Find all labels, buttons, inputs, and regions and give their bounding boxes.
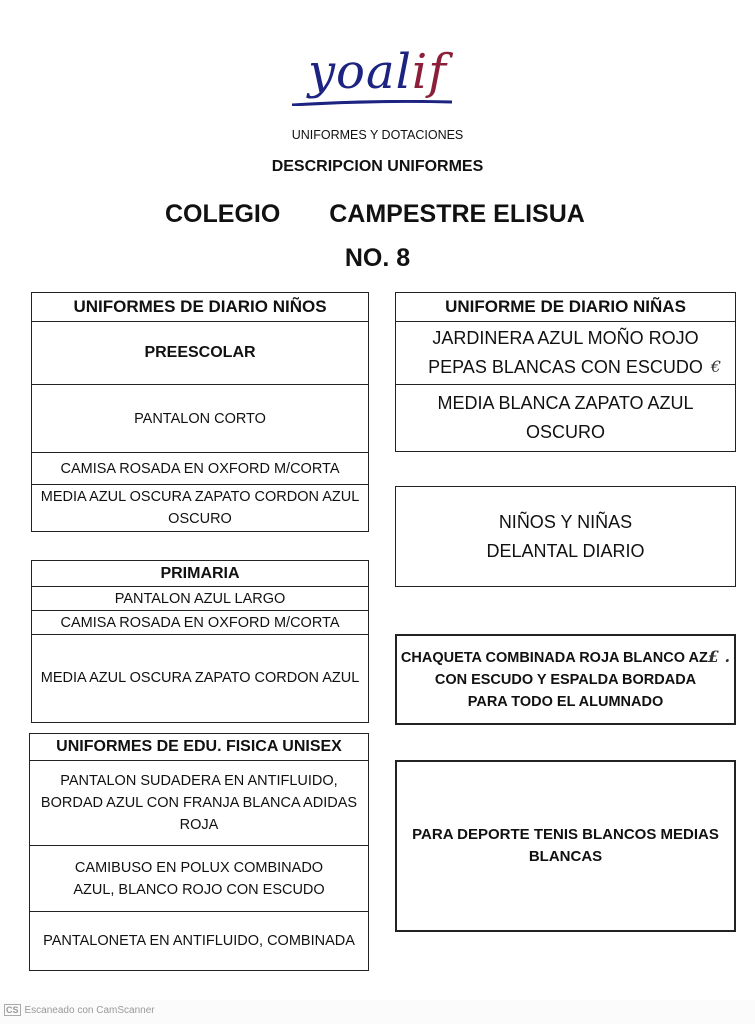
brand-logo bbox=[0, 44, 755, 100]
chaqueta-line-2: CON ESCUDO Y ESPALDA BORDADA PARA TODO EL ALUMNADO bbox=[434, 672, 697, 710]
document-heading: DESCRIPCION UNIFORMES bbox=[271, 158, 484, 175]
ninas-uniform-table bbox=[395, 292, 736, 452]
table-row: MEDIA AZUL OSCURA ZAPATO CORDON AZUL OSCURO bbox=[40, 488, 360, 527]
table-row: CAMISA ROSADA EN OXFORD M/CORTA bbox=[32, 611, 368, 635]
school-word-2: CAMPESTRE ELISUA bbox=[329, 200, 585, 228]
school-word-1: COLEGIO bbox=[165, 200, 281, 228]
scanner-footer bbox=[4, 1004, 155, 1016]
table-row: PANTALON CORTO bbox=[32, 385, 368, 453]
delantal-line-1: NIÑOS Y NIÑAS bbox=[498, 511, 633, 532]
table-header: UNIFORME DE DIARIO NIÑAS bbox=[396, 293, 735, 322]
delantal-box bbox=[395, 486, 736, 587]
table-header: UNIFORMES DE EDU. FISICA UNISEX bbox=[30, 734, 368, 761]
company-subtitle: UNIFORMES Y DOTACIONES bbox=[291, 128, 464, 142]
handwritten-mark: £ . bbox=[707, 647, 731, 666]
table-header: UNIFORMES DE DIARIO NIÑOS bbox=[32, 293, 368, 322]
chaqueta-text: CHAQUETA COMBINADA ROJA BLANCO AZ bbox=[400, 650, 708, 666]
table-row: PANTALON SUDADERA EN ANTIFLUIDO, BORDAD AZUL CON FRANJA BLANCA ADIDAS ROJA bbox=[30, 761, 368, 846]
deporte-text: PARA DEPORTE TENIS BLANCOS MEDIAS BLANCAS bbox=[412, 826, 719, 865]
logo-text: yoalif bbox=[307, 44, 448, 100]
table-row: PANTALON AZUL LARGO bbox=[32, 587, 368, 611]
delantal-line-2: DELANTAL DIARIO bbox=[486, 540, 645, 561]
camscanner-icon: CS bbox=[6, 1005, 19, 1015]
chaqueta-line-1 bbox=[401, 646, 730, 669]
primaria-uniform-table bbox=[31, 560, 369, 723]
ninos-uniform-table bbox=[31, 292, 369, 532]
handwritten-mark: € bbox=[710, 357, 721, 376]
table-row: PANTALONETA EN ANTIFLUIDO, COMBINADA bbox=[43, 932, 355, 949]
level-label: PREESCOLAR bbox=[32, 322, 368, 385]
table-row: CAMIBUSO EN POLUX COMBINADO AZUL, BLANCO ROJO CON ESCUDO bbox=[30, 846, 368, 912]
fisica-uniform-table bbox=[29, 733, 369, 971]
table-row bbox=[396, 322, 735, 385]
table-row: MEDIA AZUL OSCURA ZAPATO CORDON AZUL bbox=[40, 670, 360, 686]
footer-text: Escaneado con CamScanner bbox=[24, 1004, 155, 1016]
chaqueta-box bbox=[395, 634, 736, 725]
table-header: PRIMARIA bbox=[32, 561, 368, 587]
row-text: JARDINERA AZUL MOÑO ROJO PEPAS BLANCAS CON ESCUDO bbox=[428, 328, 703, 377]
table-row: MEDIA BLANCA ZAPATO AZUL OSCURO bbox=[437, 392, 694, 442]
school-number: NO. 8 bbox=[344, 244, 411, 272]
table-row: CAMISA ROSADA EN OXFORD M/CORTA bbox=[32, 453, 368, 485]
deporte-box bbox=[395, 760, 736, 932]
school-name bbox=[160, 200, 660, 229]
logo-swoosh-icon bbox=[292, 100, 452, 106]
